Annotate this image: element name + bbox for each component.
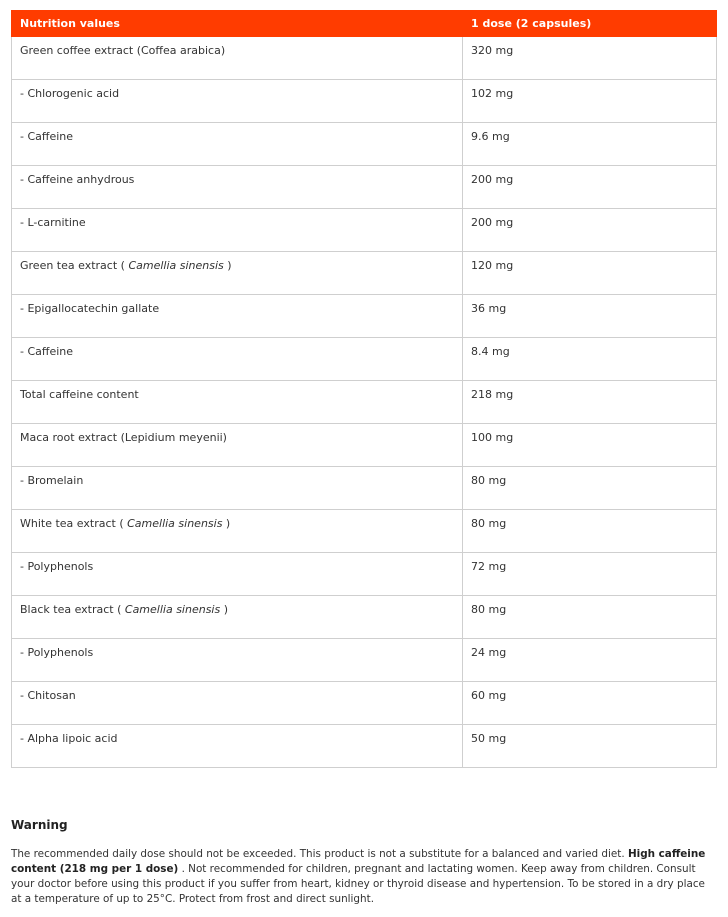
ingredient-dose: 100 mg xyxy=(463,424,717,467)
ingredient-name: - Alpha lipoic acid xyxy=(12,725,463,768)
ingredient-name-suffix: ) xyxy=(223,259,232,272)
table-header-row xyxy=(12,11,717,37)
ingredient-name-suffix: ) xyxy=(220,603,229,616)
ingredient-dose: 200 mg xyxy=(463,209,717,252)
ingredient-name: - Bromelain xyxy=(12,467,463,510)
ingredient-dose: 320 mg xyxy=(463,37,717,80)
table-row xyxy=(12,682,717,725)
ingredient-name: - Chitosan xyxy=(12,682,463,725)
ingredient-dose: 24 mg xyxy=(463,639,717,682)
table-row xyxy=(12,166,717,209)
table-row xyxy=(12,338,717,381)
table-row xyxy=(12,252,717,295)
table-row xyxy=(12,553,717,596)
nutrition-table xyxy=(11,10,717,768)
table-row xyxy=(12,381,717,424)
ingredient-name xyxy=(12,596,463,639)
ingredient-dose: 36 mg xyxy=(463,295,717,338)
ingredient-dose: 60 mg xyxy=(463,682,717,725)
warning-section xyxy=(11,818,716,907)
ingredient-name: Total caffeine content xyxy=(12,381,463,424)
ingredient-dose: 218 mg xyxy=(463,381,717,424)
ingredient-name: - Caffeine xyxy=(12,338,463,381)
header-nutrition-values: Nutrition values xyxy=(12,11,463,37)
ingredient-dose: 80 mg xyxy=(463,510,717,553)
ingredient-dose: 120 mg xyxy=(463,252,717,295)
ingredient-dose: 9.6 mg xyxy=(463,123,717,166)
table-row xyxy=(12,639,717,682)
header-dose: 1 dose (2 capsules) xyxy=(463,11,717,37)
ingredient-name: - Caffeine xyxy=(12,123,463,166)
ingredient-name: Maca root extract (Lepidium meyenii) xyxy=(12,424,463,467)
ingredient-name-prefix: White tea extract ( xyxy=(20,517,128,530)
table-row xyxy=(12,295,717,338)
ingredient-name: Green coffee extract (Coffea arabica) xyxy=(12,37,463,80)
ingredient-name: - Caffeine anhydrous xyxy=(12,166,463,209)
warning-text-after: . Not recommended for children, pregnant and lactating women. Keep away from children. Consult your doctor before using this product if you suffer from heart, kidney or thyroid disease and hypertension. To be stored in a dry place at a temperature of up to 25°C. Protect from frost and direct sunlight. xyxy=(11,863,705,905)
ingredient-name xyxy=(12,252,463,295)
ingredient-dose: 72 mg xyxy=(463,553,717,596)
table-row xyxy=(12,467,717,510)
ingredient-name: - Polyphenols xyxy=(12,639,463,682)
table-body xyxy=(12,37,717,768)
ingredient-dose: 8.4 mg xyxy=(463,338,717,381)
ingredient-dose: 200 mg xyxy=(463,166,717,209)
table-row xyxy=(12,123,717,166)
ingredient-latin-name: Camellia sinensis xyxy=(127,517,223,530)
ingredient-name: - Epigallocatechin gallate xyxy=(12,295,463,338)
table-row xyxy=(12,596,717,639)
ingredient-name: - Polyphenols xyxy=(12,553,463,596)
table-row xyxy=(12,424,717,467)
ingredient-name-prefix: Green tea extract ( xyxy=(20,259,129,272)
warning-text-bold: High caffeine content (218 mg per 1 dose) xyxy=(11,848,706,875)
ingredient-name: - L-carnitine xyxy=(12,209,463,252)
ingredient-name-prefix: Black tea extract ( xyxy=(20,603,125,616)
warning-text-before: The recommended daily dose should not be exceeded. This product is not a substitute for a balanced and varied diet. xyxy=(11,848,628,860)
ingredient-latin-name: Camellia sinensis xyxy=(124,603,221,616)
table-row xyxy=(12,80,717,123)
warning-text xyxy=(11,847,716,907)
ingredient-dose: 80 mg xyxy=(463,596,717,639)
table-row xyxy=(12,510,717,553)
warning-title: Warning xyxy=(11,818,68,832)
ingredient-dose: 50 mg xyxy=(463,725,717,768)
ingredient-name: - Chlorogenic acid xyxy=(12,80,463,123)
ingredient-name-suffix: ) xyxy=(222,517,231,530)
table-row xyxy=(12,209,717,252)
ingredient-dose: 80 mg xyxy=(463,467,717,510)
table-row xyxy=(12,725,717,768)
ingredient-dose: 102 mg xyxy=(463,80,717,123)
table-row xyxy=(12,37,717,80)
ingredient-latin-name: Camellia sinensis xyxy=(128,259,224,272)
ingredient-name xyxy=(12,510,463,553)
